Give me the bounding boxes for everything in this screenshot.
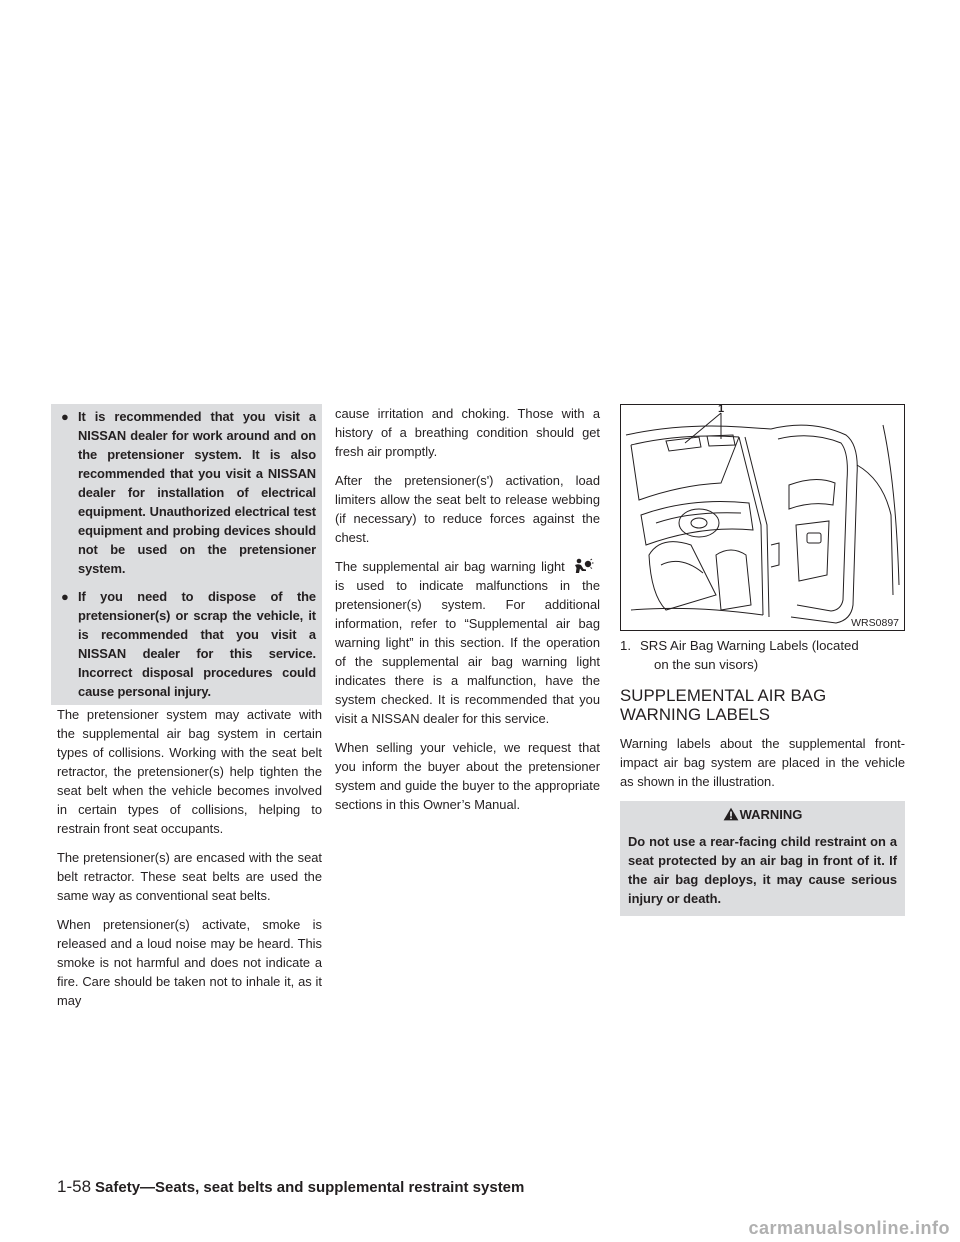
warning-text: Do not use a rear-facing child restraint on a seat protected by an air bag in front of it. If the air bag deploys, it may cause serious injury or death. — [628, 834, 897, 906]
paragraph: cause irritation and choking. Those with a history of a breathing condition should get fresh air promptly. — [335, 406, 600, 459]
section-title: Safety—Seats, seat belts and supplemental restraint system — [95, 1179, 525, 1196]
bullet-glyph: ● — [61, 409, 69, 424]
page-number: 1-58 — [57, 1177, 92, 1196]
section-heading — [620, 686, 905, 724]
column-middle — [335, 404, 600, 824]
paragraph: The pretensioner system may activate with the supplemental air bag system in certain types of collisions. Working with the seat belt retractor, the pretensioner(s) help tighten the seat belt when the vehicle becomes involved in certain types of collisions, helping to restrain front seat occupants. — [57, 707, 322, 836]
warning-title: WARNING — [739, 807, 803, 822]
bullet-item — [57, 587, 316, 701]
figure-id: WRS0897 — [851, 617, 899, 629]
warning-box — [620, 801, 905, 916]
heading-line: SUPPLEMENTAL AIR BAG — [620, 686, 827, 705]
paragraph-with-icon — [335, 557, 600, 728]
paragraph: When pretensioner(s) activate, smoke is released and a loud noise may be heard. This smoke is not harmful and does not indicate a fire. Care should be taken not to inhale it, as it may — [57, 917, 322, 1008]
warning-heading — [628, 807, 897, 823]
bullet-glyph: ● — [61, 589, 69, 604]
watermark: carmanualsonline.info — [748, 1218, 950, 1238]
paragraph: Warning labels about the supplemental front-impact air bag system are placed in the vehicle as shown in the illustration. — [620, 736, 905, 789]
paragraph-text: is used to indicate malfunctions in the pretensioner(s) system. For additional information, refer to “Supplemental air bag warning light” in this section. If the operation of the supplemental air bag warning light indicates there is a malfunction, have the system checked. It is recommended that you visit a NISSAN dealer for this service. — [335, 578, 600, 726]
bullet-text: It is recommended that you visit a NISSAN dealer for work around and on the pretensioner system. It is also recommended that you visit a NISSAN dealer for installation of electrical equipment. Unauthorized electrical test equipment and probing devices should not be used on the pretensioner system. — [78, 409, 316, 576]
column-right — [620, 404, 905, 916]
column-left — [57, 404, 322, 1020]
caption-line: SRS Air Bag Warning Labels (located — [640, 638, 859, 653]
bullet-item — [57, 407, 316, 578]
caution-bullets — [51, 404, 322, 705]
warning-triangle-icon — [723, 807, 739, 821]
airbag-warning-light-icon — [570, 558, 600, 574]
page-footer — [57, 1177, 524, 1198]
heading-line: WARNING LABELS — [620, 705, 770, 724]
sun-visor-labels-illustration — [620, 404, 905, 631]
callout-number: 1 — [718, 405, 725, 415]
paragraph: After the pretensioner(s') activation, load limiters allow the seat belt to release webbing (if necessary) to reduce forces against the chest. — [335, 473, 600, 545]
paragraph-text: The supplemental air bag warning light — [335, 559, 565, 574]
figure-caption — [620, 636, 905, 674]
caption-line: on the sun visors) — [654, 657, 759, 672]
caption-number: 1. — [620, 638, 631, 653]
bullet-text: If you need to dispose of the pretensioner(s) or scrap the vehicle, it is recommended that you visit a NISSAN dealer for this service. Incorrect disposal procedures could cause personal injury. — [78, 589, 316, 699]
paragraph: When selling your vehicle, we request that you inform the buyer about the pretensioner system and guide the buyer to the appropriate sections in this Owner’s Manual. — [335, 740, 600, 812]
car-interior-drawing — [621, 405, 904, 630]
paragraph: The pretensioner(s) are encased with the seat belt retractor. These seat belts are used the same way as conventional seat belts. — [57, 850, 322, 903]
